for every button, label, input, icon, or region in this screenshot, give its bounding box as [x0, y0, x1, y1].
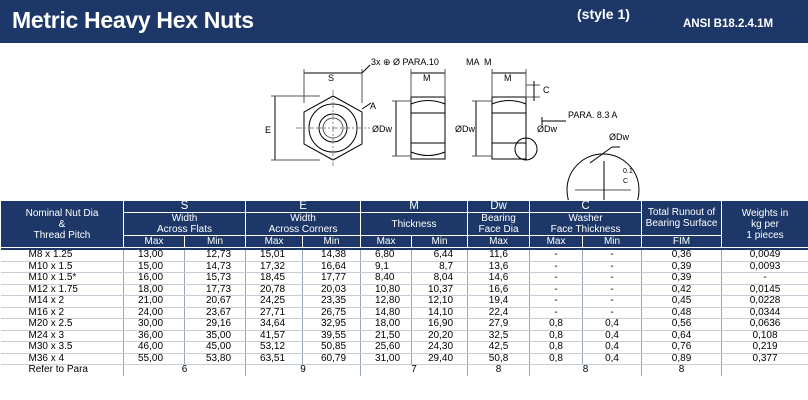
cell-s-max: 55,00	[124, 353, 185, 365]
ref-dw: 8	[468, 365, 530, 376]
col-runout-header: Total Runout of Bearing Surface	[642, 201, 722, 236]
runout-fim-label: FIM	[642, 236, 722, 248]
cell-s-max: 24,00	[124, 307, 185, 319]
cell-weight: 0,0344	[722, 307, 808, 319]
cell-e-max: 18,45	[246, 273, 303, 285]
c-max-label: Max	[530, 236, 583, 248]
table-row	[1, 307, 808, 319]
ref-c: 8	[530, 365, 642, 376]
dim-c-label: C	[543, 85, 550, 95]
cell-size: M20 x 2.5	[1, 319, 124, 331]
cell-e-max: 15,01	[246, 250, 303, 261]
cell-dw: 42,5	[468, 342, 530, 354]
cell-runout: 0,76	[642, 342, 722, 354]
m-min-label: Min	[412, 236, 468, 248]
cell-s-max: 16,00	[124, 273, 185, 285]
cell-c-min: -	[583, 296, 642, 308]
col-e-header: E	[246, 201, 361, 213]
refer-to-para-row	[1, 365, 808, 376]
cell-c-min: -	[583, 273, 642, 285]
s-max-label: Max	[124, 236, 185, 248]
cell-runout: 0,64	[642, 330, 722, 342]
cell-weight: -	[722, 273, 808, 285]
ref-m: 7	[361, 365, 468, 376]
cell-e-min: 23,35	[303, 296, 361, 308]
cell-s-max: 46,00	[124, 342, 185, 354]
cell-c-max: -	[530, 284, 583, 296]
cell-weight: 0,0228	[722, 296, 808, 308]
ref-label: Refer to Para	[1, 365, 124, 376]
cell-weight: 0,219	[722, 342, 808, 354]
style-label: (style 1)	[577, 6, 630, 22]
cell-c-max: 0,8	[530, 319, 583, 331]
cell-size: M30 x 3.5	[1, 342, 124, 354]
ref-empty	[722, 365, 808, 376]
cell-m-min: 24,30	[412, 342, 468, 354]
cell-dw: 14,6	[468, 273, 530, 285]
table-row	[1, 296, 808, 308]
cell-dw: 50,8	[468, 353, 530, 365]
cell-m-max: 25,60	[361, 342, 412, 354]
para-note: PARA. 8.3 A	[568, 110, 618, 120]
col-nominal-header: Nominal Nut Dia & Thread Pitch	[1, 201, 124, 248]
cell-weight: 0,0145	[722, 284, 808, 296]
s-min-label: Min	[185, 236, 246, 248]
cell-dw: 32,5	[468, 330, 530, 342]
table-row	[1, 330, 808, 342]
cell-m-max: 12,80	[361, 296, 412, 308]
cell-s-max: 15,00	[124, 261, 185, 273]
cell-runout: 0,39	[642, 261, 722, 273]
cell-size: M24 x 3	[1, 330, 124, 342]
cell-runout: 0,89	[642, 353, 722, 365]
cell-c-max: -	[530, 250, 583, 261]
cell-e-max: 63,51	[246, 353, 303, 365]
dim-m-label: M	[423, 73, 431, 83]
cell-size: M36 x 4	[1, 353, 124, 365]
cell-e-max: 41,57	[246, 330, 303, 342]
detail-view	[567, 154, 639, 200]
cell-s-min: 29,16	[185, 319, 246, 331]
cell-e-min: 20,03	[303, 284, 361, 296]
cell-size: M10 x 1.5*	[1, 273, 124, 285]
cell-m-min: 8,04	[412, 273, 468, 285]
cell-c-max: 0,8	[530, 353, 583, 365]
cell-s-max: 18,00	[124, 284, 185, 296]
cell-s-max: 21,00	[124, 296, 185, 308]
cell-weight: 0,0093	[722, 261, 808, 273]
cell-s-max: 13,00	[124, 250, 185, 261]
cell-m-min: 29,40	[412, 353, 468, 365]
cell-s-min: 17,73	[185, 284, 246, 296]
tolerance-ref-2: M	[484, 57, 492, 67]
cell-e-max: 24,25	[246, 296, 303, 308]
cell-runout: 0,48	[642, 307, 722, 319]
cell-weight: 0,0636	[722, 319, 808, 331]
cell-c-max: -	[530, 261, 583, 273]
cell-dw: 11,6	[468, 250, 530, 261]
cell-c-max: 0,8	[530, 342, 583, 354]
col-dw-desc: Bearing Face Dia	[468, 213, 530, 236]
dim-dw-1: ØDw	[372, 124, 392, 134]
col-s-desc: Width Across Flats	[124, 213, 246, 236]
cell-s-min: 14,73	[185, 261, 246, 273]
cell-e-min: 39,55	[303, 330, 361, 342]
table-row	[1, 273, 808, 285]
cell-c-min: -	[583, 284, 642, 296]
cell-c-min: 0,4	[583, 342, 642, 354]
cell-m-max: 31,00	[361, 353, 412, 365]
cell-s-min: 53,80	[185, 353, 246, 365]
table-row	[1, 319, 808, 331]
col-weight-header: Weights in kg per 1 pieces	[722, 201, 808, 248]
col-dw-header: Dw	[468, 201, 530, 213]
cell-e-max: 53,12	[246, 342, 303, 354]
cell-s-min: 45,00	[185, 342, 246, 354]
cell-m-min: 10,37	[412, 284, 468, 296]
cell-e-max: 20,78	[246, 284, 303, 296]
ref-e: 9	[246, 365, 361, 376]
cell-e-min: 32,95	[303, 319, 361, 331]
standard-label: ANSI B18.2.4.1M	[683, 18, 774, 30]
cell-e-min: 50,85	[303, 342, 361, 354]
dim-m2-label: M	[504, 73, 512, 83]
cell-e-min: 26,75	[303, 307, 361, 319]
cell-s-min: 23,67	[185, 307, 246, 319]
e-max-label: Max	[246, 236, 303, 248]
cell-m-min: 8,7	[412, 261, 468, 273]
col-e-desc: Width Across Corners	[246, 213, 361, 236]
cell-m-max: 18,00	[361, 319, 412, 331]
cell-runout: 0,56	[642, 319, 722, 331]
cell-size: M10 x 1.5	[1, 261, 124, 273]
col-c-header: C	[530, 201, 642, 213]
table-row	[1, 284, 808, 296]
cell-e-min: 17,77	[303, 273, 361, 285]
cell-e-max: 34,64	[246, 319, 303, 331]
cell-s-min: 15,73	[185, 273, 246, 285]
cell-size: M16 x 2	[1, 307, 124, 319]
cell-e-min: 14,38	[303, 250, 361, 261]
cell-m-max: 10,80	[361, 284, 412, 296]
cell-dw: 27,9	[468, 319, 530, 331]
cell-size: M12 x 1.75	[1, 284, 124, 296]
e-min-label: Min	[303, 236, 361, 248]
col-m-desc: Thickness	[361, 213, 468, 236]
cell-e-max: 27,71	[246, 307, 303, 319]
table-row	[1, 250, 808, 261]
tolerance-ref-1: MA	[466, 57, 480, 67]
cell-c-max: -	[530, 273, 583, 285]
col-m-header: M	[361, 201, 468, 213]
title-bar	[0, 0, 808, 43]
cell-s-max: 36,00	[124, 330, 185, 342]
table-row	[1, 342, 808, 354]
ref-s: 6	[124, 365, 246, 376]
cell-c-min: -	[583, 261, 642, 273]
side-view-2	[492, 97, 526, 159]
cell-c-min: 0,4	[583, 353, 642, 365]
cell-size: M14 x 2	[1, 296, 124, 308]
cell-runout: 0,36	[642, 250, 722, 261]
dim-s-label: S	[328, 73, 335, 83]
technical-drawing	[0, 43, 808, 200]
side-view-1	[411, 97, 445, 159]
dim-a-label: A	[370, 101, 377, 111]
cell-s-min: 20,67	[185, 296, 246, 308]
dim-e-label: E	[265, 125, 272, 135]
cell-m-min: 20,20	[412, 330, 468, 342]
cell-size: M8 x 1.25	[1, 250, 124, 261]
cell-runout: 0,42	[642, 284, 722, 296]
ref-runout: 8	[642, 365, 722, 376]
cell-m-max: 6,80	[361, 250, 412, 261]
cell-weight: 0,108	[722, 330, 808, 342]
cell-m-max: 8,40	[361, 273, 412, 285]
specs-table	[0, 200, 808, 376]
cell-e-min: 60,79	[303, 353, 361, 365]
cell-s-min: 35,00	[185, 330, 246, 342]
table-row	[1, 353, 808, 365]
dim-dw-3: ØDw	[537, 124, 557, 134]
cell-m-max: 9,1	[361, 261, 412, 273]
cell-c-max: 0,8	[530, 330, 583, 342]
cell-m-max: 14,80	[361, 307, 412, 319]
cell-weight: 0,0049	[722, 250, 808, 261]
cell-dw: 19,4	[468, 296, 530, 308]
cell-m-min: 6,44	[412, 250, 468, 261]
cell-dw: 16,6	[468, 284, 530, 296]
cell-e-min: 16,64	[303, 261, 361, 273]
cell-runout: 0,45	[642, 296, 722, 308]
page-title: Metric Heavy Hex Nuts	[12, 7, 254, 33]
col-s-header: S	[124, 201, 246, 213]
detail-01-label: 0.1	[623, 168, 633, 175]
cell-dw: 13,6	[468, 261, 530, 273]
cell-s-min: 12,73	[185, 250, 246, 261]
cell-m-min: 12,10	[412, 296, 468, 308]
tolerance-note: 3x ⊕ Ø PARA.10	[371, 57, 439, 67]
cell-s-max: 30,00	[124, 319, 185, 331]
cell-dw: 22,4	[468, 307, 530, 319]
cell-e-max: 17,32	[246, 261, 303, 273]
cell-m-max: 21,50	[361, 330, 412, 342]
cell-c-min: 0,4	[583, 319, 642, 331]
cell-c-min: 0,4	[583, 330, 642, 342]
table-row	[1, 261, 808, 273]
c-min-label: Min	[583, 236, 642, 248]
cell-c-max: -	[530, 296, 583, 308]
cell-m-min: 14,10	[412, 307, 468, 319]
cell-weight: 0,377	[722, 353, 808, 365]
m-max-label: Max	[361, 236, 412, 248]
dim-dw-2: ØDw	[455, 124, 475, 134]
col-c-desc: Washer Face Thickness	[530, 213, 642, 236]
dw-max-label: Max	[468, 236, 530, 248]
cell-m-min: 16,90	[412, 319, 468, 331]
cell-c-min: -	[583, 250, 642, 261]
cell-runout: 0,39	[642, 273, 722, 285]
cell-c-max: -	[530, 307, 583, 319]
detail-c-label: C	[623, 178, 629, 185]
detail-dw-label: ØDw	[609, 132, 629, 142]
cell-c-min: -	[583, 307, 642, 319]
